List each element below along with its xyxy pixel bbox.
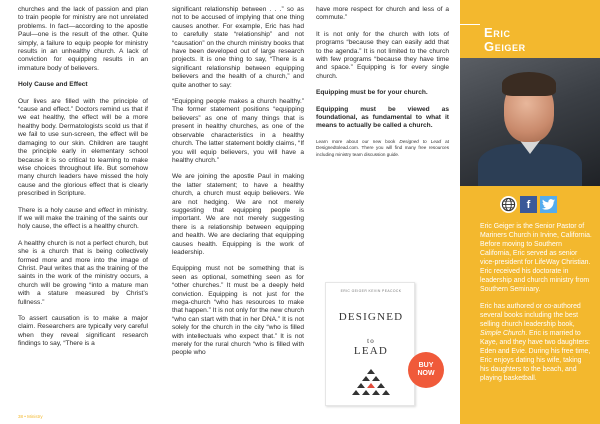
text-run: Eric has authored or co-authored several books including the best selling church leadership book,	[480, 303, 581, 328]
paragraph: have more respect for church and less of a commute.”	[316, 6, 449, 22]
author-sidebar	[460, 0, 600, 424]
text-run: at Designedtolead.com. There you will find many free resources including ministry team discussion guide.	[316, 138, 449, 157]
section-heading: Holy Cause and Effect	[18, 81, 88, 89]
author-name	[484, 26, 526, 54]
text-emphasis: cause	[64, 206, 83, 214]
book-promo-note	[316, 139, 449, 158]
globe-icon[interactable]	[500, 196, 517, 213]
book-subtitle-to: to	[367, 337, 375, 345]
author-last-name: Geiger	[484, 39, 526, 54]
article-column-2	[172, 6, 304, 366]
article-column-3	[316, 6, 449, 166]
article-column-1	[18, 6, 148, 357]
buy-now-label-2: NOW	[417, 370, 435, 377]
buy-now-button[interactable]	[408, 352, 444, 388]
photo-hair	[502, 72, 556, 96]
paragraph: We are joining the apostle Paul in making the latter statement; to have a healthy church, a church must equip believers. We are not hedging. We are not merely suggesting that equipping people is important. We are not merely suggesting there is a relationship between equipping and health. We are declaring that equipping causes health. Equipping is the work of leadership.	[172, 173, 304, 256]
author-first-name: Eric	[484, 25, 511, 40]
name-rule	[460, 24, 480, 25]
paragraph	[18, 207, 148, 232]
text-run: and	[82, 206, 99, 214]
paragraph: churches and the lack of passion and plan to train people for ministry are not unrelated problems. In fact—according to the apostle Paul—one is the result of the other. Quite simply, a failure to equip people for ministry results in an unhealthy church. A lack of conviction for equipping results in an immature body of believers.	[18, 6, 148, 72]
text-emphasis: effect	[98, 206, 115, 214]
paragraph: To assert causation is to make a major claim. Researchers are typically very careful when they reveal significant research findings to say, “There is a	[18, 315, 148, 348]
bio-paragraph: Eric Geiger is the Senior Pastor of Mariners Church in Irvine, California. Before moving to Southern California, Eric served as senior vice-president for LifeWay Christian. Eric received his doctorate in leadership and church ministry from Southern Seminary.	[480, 223, 592, 293]
book-subtitle-lead: LEAD	[353, 345, 389, 357]
paragraph: “Equipping people makes a church healthy.” The former statement positions “equipping believers” as one of many things that is present in healthy churches, as one of the observable characteristics in a healthy church. The latter statement boldly claims, “If you will equip believers, you will have a healthy church.”	[172, 98, 304, 164]
paragraph: significant relationship between . . .” so as not to be accused of implying that one thing causes another. For example, Eric has had to carefully state “relationship” and not “causation” on the church ministry books that have been developed out of large research projects. It is one thing to say, “There is a significant relationship between equipping believers and the health of a church,” and quite another to say:	[172, 6, 304, 89]
bio-paragraph	[480, 302, 592, 383]
text-emphasis: Simple Church	[480, 330, 526, 337]
author-photo	[460, 58, 600, 186]
triangle-pattern-icon	[348, 369, 394, 399]
book-authors: ERIC GEIGER KEVIN PEACOCK	[340, 289, 402, 293]
paragraph: Equipping must not be something that is seen as optional, something seen as for “other churches.” It must be a deeply held conviction. Equipping is not just for the mega-church “who has resources to make that happen.” It is not only for the new church “who can start with that in her DNA.” It is not solely for the church in the city “who is filled with intellectuals who expect that.” It is not merely for the rural church “who is filled with people who	[172, 265, 304, 357]
social-icons	[500, 196, 557, 213]
text-emphasis: Designed to Lead	[399, 138, 442, 144]
text-run: . Eric is married to Kaye, and they have two daughters: Eden and Evie. During his free time, Eric enjoys dating his wife, taking his daughters to the beach, and playing basketball.	[480, 330, 591, 382]
paragraph: Equipping must be for your church.	[316, 89, 428, 97]
book-subtitle	[326, 337, 416, 357]
twitter-icon[interactable]	[540, 196, 557, 213]
page-footer: 38 • Ministry	[18, 414, 43, 419]
paragraph: It is not only for the church with lots of programs “because they can easily add that to the agenda.” It is not limited to the church with few programs “because they have time and space.” Equipping is for every single church.	[316, 30, 449, 80]
facebook-icon[interactable]: f	[520, 196, 537, 213]
paragraph: Our lives are filled with the principle of “cause and effect.” Doctors remind us that if we eat healthy, the effect will be a more healthy body. Dermatologists scold us that if we fail to use sun-screen, the effect will be damaging to our skin. Children are taught the principle early in elementary school because it is so critical to learning to make wise choices throughout life. But somehow many church leaders have missed the holy cause and the glorious effect that is clearly prescribed in Scripture.	[18, 97, 148, 198]
paragraph: Equipping must be viewed as foundational, as fundamental to what it means to actually be called a church.	[316, 105, 449, 130]
text-run: There is a holy	[18, 206, 65, 214]
buy-now-label-1: BUY	[418, 362, 434, 369]
text-run: Learn more about our new book	[316, 138, 400, 144]
author-bio	[480, 222, 592, 391]
paragraph: A healthy church is not a perfect church, but she is a church that is being collectively formed more and more into the image of Christ. Paul writes that as the training of the saints in the work of the ministry occurs, a church will be growing “into a mature man with a stature measured by Christ’s fullness.”	[18, 239, 148, 306]
book-cover[interactable]	[325, 282, 415, 406]
text-run: in ministry. If we will make the training of the saints our holy cause, the effect is a healthy church.	[18, 206, 148, 231]
book-title: DESIGNED	[338, 311, 404, 323]
